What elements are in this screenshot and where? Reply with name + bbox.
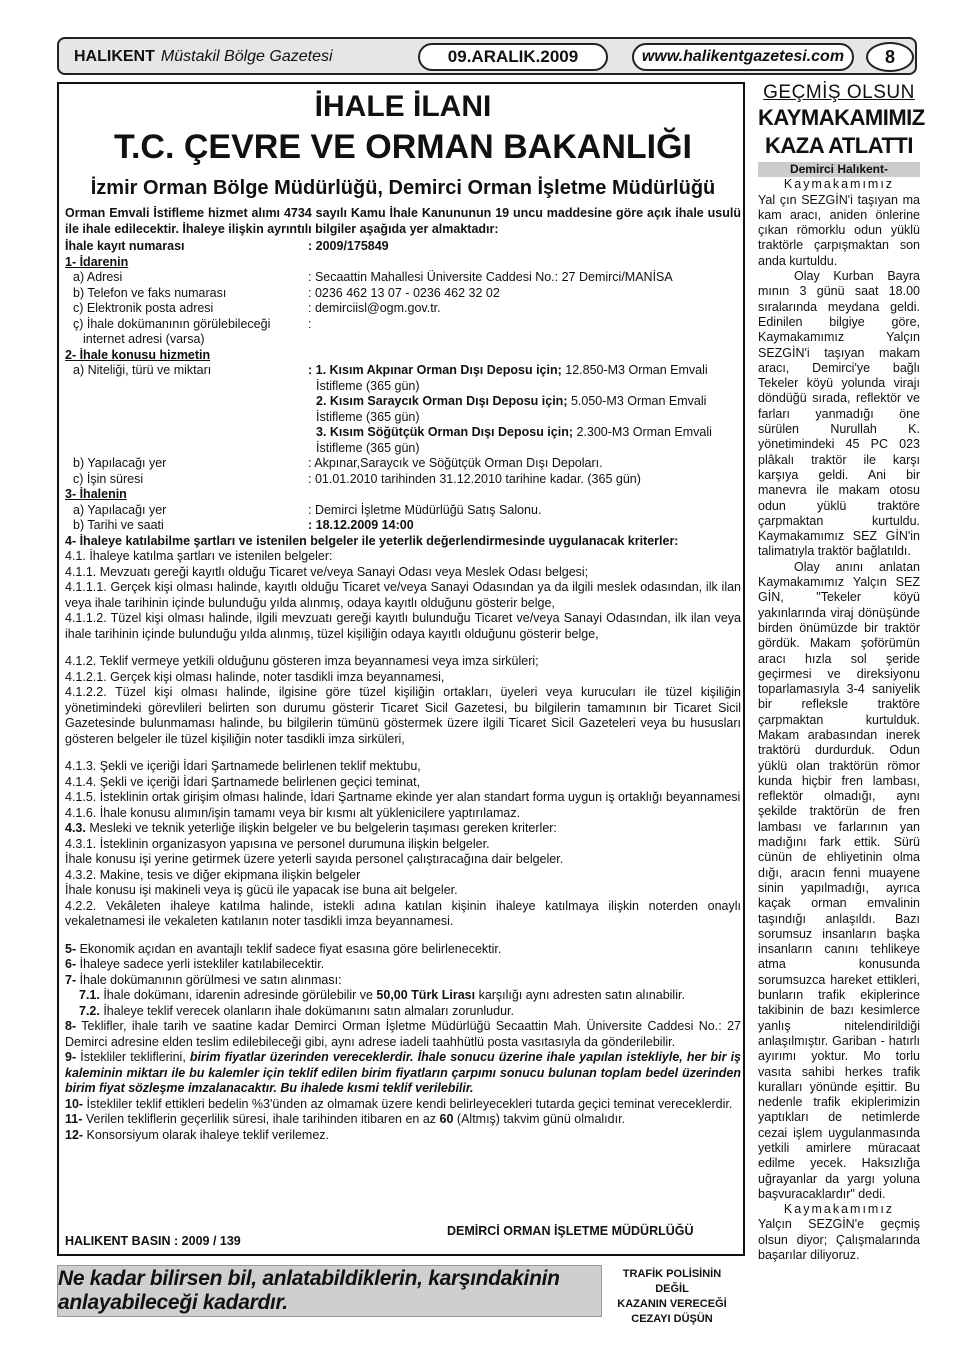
para-4-3-1: 4.3.1. İsteklinin organizasyon yapısına ve personel durumuna ilişkin belgeler. bbox=[65, 836, 490, 851]
article-p3: Olay anını anlatan Kaymakamımız Yalçın SEZ GİN, "Tekeler köyü yakınlarında viraj dönüşünde birden önümüzde bir traktör gördük. Makam şoförümün aracı hızla sol şeride geçirmesi ve direksiyonu toparlamasıyla 3-4 saniyelik bir refleksle traktöre çarpmaktan kurtulduk. Makam arabasından inerek traktörü durdurduk. Odun yüklü olan traktörün römor kunda hiçbir fren lambası, reflektör olmadığı, aynı şekilde traktörün de fren lambası ve farlarının yan madığını fark ettik. Sürü cünün de ehliyetinin olma dığı, aracın fenni muayene sinin yapılmadığı, ayrıca kaçak orman emvalinin taşındığı anlaşıldı. Bazı sorumsuz insanların başka insanların canını tehlikeye atma konusunda sorumsuzca hareket ettikleri, bunların trafik ekiplerince takibinin de bazı kesimlerce yanlış nitelendirildiği anlaşılmıştır. Gariban - hatırlı ayırımı yoktur. Mo torlu vasıta sahibi herkes trafik kuralları yönünde eşittir. Bu nedenle trafik ekiplerimizin yaptıkları de netimlerde cezai işlem uygulanmasında yetkili amirlere müracaat edilme yecek. Haksızlığa uğrayanlar da yargı yoluna başvuracaklardır" dedi. bbox=[758, 559, 920, 1201]
ad-intro: Orman Emvali İstifleme hizmet alımı 4734 sayılı Kamu İhale Kanununun 19 uncu maddesine göre açık ihale usulü ile ihale edilecektir. İhaleye ilişkin ayrıntılı bilgiler aşağıda yer almaktadır: bbox=[65, 206, 741, 236]
para-4-1-5: 4.1.5. İsteklinin ortak girişim olması halinde, İdari Şartname ekinde yer alan standart forma uygun iş ortaklığı beyannamesi bbox=[65, 790, 741, 804]
article-headline-1: KAYMAKAMIMIZ bbox=[758, 105, 925, 130]
article-p4-lead: Kaymakamımız bbox=[783, 1202, 895, 1217]
phone-row: b) Telefon ve faks numarası : 0236 462 13 07 - 0236 462 32 02 bbox=[73, 285, 500, 300]
tender-ad bbox=[57, 82, 745, 1256]
web-row-cont: internet adresi (varsa) bbox=[83, 332, 205, 346]
ad-title: İHALE İLANI bbox=[314, 90, 492, 123]
page-number: 8 bbox=[866, 42, 914, 72]
website-url[interactable]: www.halikentgazetesi.com bbox=[632, 43, 854, 71]
paper-subtitle: Müstakil Bölge Gazetesi bbox=[160, 48, 333, 65]
para-4-1-6: 4.1.6. İhale konusu alımın/işin tamamı veya bir kısmı alt yüklenicilere yaptırılamaz. bbox=[65, 805, 521, 820]
para-9: 9- İstekliler tekliflerini, birim fiyatlar üzerinden vereceklerdir. İhale sonucu üzerine ihale yapılan istekliyle, her bir iş kaleminin miktarı ile bu kalemler için teklif edilen birim fiyatların çarpımı sonucu bulunan toplam bedel üzerinden birim fiyat sözleşme imzalanacaktır. Bu ihalede kısmi teklif verilebilir. bbox=[65, 1050, 741, 1095]
para-12: 12- Konsorsiyum olarak ihaleye teklif verilemez. bbox=[65, 1127, 330, 1142]
para-4: 4- İhaleye katılabilme şartları ve istenilen belgeler ile yeterlik değerlendirmesinde uygulanacak kriterler: bbox=[65, 533, 679, 548]
para-4-1-1-1: 4.1.1.1. Gerçek kişi olması halinde, kayıtlı olduğu Ticaret ve/veya Sanayi Odasından ya da ilgili meslek odasından, ilk ilan veya ihale tarihinin içinde bulunduğu yılda alınmış, odaya kayıtlı olduğunu gösterir belge, bbox=[65, 580, 741, 610]
para-4-1-4: 4.1.4. Şekli ve içeriği İdari Şartnamede belirlenen geçici teminat, bbox=[65, 774, 421, 789]
para-10: 10- İstekliler teklif ettikleri bedelin %3'ünden az olmamak üzere kendi belirleyecekleri tutarda geçici teminat vereceklerdir. bbox=[65, 1096, 733, 1111]
article-byline: Demirci Halıkent- bbox=[758, 162, 920, 177]
para-8: 8- Teklifler, ihale tarih ve saatine kadar Demirci Orman İşletme Müdürlüğü Secaattin Mah. Üniversite Caddesi No.: 27 Demirci adresine elden teslim edilebileceği gibi, aynı adrese iadeli taahhütlü posta vasıtasıyla da gönderilebilir. bbox=[65, 1019, 741, 1049]
email-row: c) Elektronik posta adresi : demirciisl@ogm.gov.tr. bbox=[73, 301, 441, 315]
duration-row: c) İşin süresi : 01.01.2010 tarihinden 31.12.2010 tarihine kadar. (365 gün) bbox=[73, 471, 641, 486]
article-headline-2: KAZA ATLATTI bbox=[765, 133, 913, 158]
para-4-1-2-2: 4.1.2.2. Tüzel kişi olması halinde, ilgisine göre tüzel kişiliğin ortakları, üyeleri veya kurucuları ile tüzel kişiliğin yönetimindeki görevlileri belirten son durumu gösterir Ticaret Sicil Gazetesi, bu bilgilerin tamamının bir Ticaret Sicil Gazetesinde bulunmaması halinde, bu bilgilerin tümünü göstermek üzere ilgili Ticaret Sicil Gazeteleri veya bu hususları gösteren belgeler ile tüzel kişiliğin noter tasdikli imza sirküleri, bbox=[65, 685, 741, 746]
slogan-banner: Ne kadar bilirsen bil, anlatabildiklerin, karşındakinin anlayabileceği kadardır. bbox=[57, 1265, 602, 1317]
datetime-row: b) Tarihi ve saati : 18.12.2009 14:00 bbox=[73, 518, 414, 532]
article-kicker: GEÇMİŞ OLSUN bbox=[763, 82, 915, 103]
para-4-3-2b: İhale konusu işi makineli veya iş gücü ile yapacak ise buna ait belgeler. bbox=[65, 883, 458, 897]
para-11: 11- Verilen tekliflerin geçerlilik süresi, ihale tarihinden itibaren en az 60 (Altmış) takvim günü olmalıdır. bbox=[65, 1112, 626, 1126]
para-4-1-3: 4.1.3. Şekli ve içeriği İdari Şartnamede belirlenen teklif mektubu, bbox=[65, 759, 421, 773]
article-p2: Olay Kurban Bayra mının 3 günü saat 18.00 sıralarında meydana geldi. Edinilen bilgiye göre, Kaymakamımız Yalçın SEZGİN'i taşıyan makam aracı, Demirci'ye bağlı Tekeler köyü yolunda virajı döndüğü sırada, reflektör ve farları yanmadığı öne sürülen Nurullah K. yönetimindeki 45 PC 023 plâkalı traktör ile karşı karşıya geldi. Ani bir manevra ile makam otosu odun yüklü traktöre çarpmaktan kurtuldu. Kaymakamımız SEZ GİN'in talimatıyla traktör bağlatıldı. bbox=[758, 269, 920, 559]
para-4-1-1: 4.1.1. Mevzuatı gereği kayıtlı olduğu Ticaret ve/veya Sanayi Odası veya Meslek Odası belgesi; bbox=[65, 564, 589, 579]
para-4-2-2: 4.2.2. Vekâleten ihaleye katılma halinde, istekli adına katılan kişinin ihaleye katılmaya ilişkin noterden onaylı vekaletnamesi ile vekaleten katılanın noter tasdikli imza beyannamesi. bbox=[65, 898, 741, 928]
section-1: 1- İdarenin bbox=[65, 254, 129, 269]
address-row: a) Adresi : Secaattin Mahallesi Üniversite Caddesi No.: 27 Demirci/MANİSA bbox=[73, 270, 673, 284]
location-row: b) Yapılacağı yer : Akpınar,Saraycık ve Söğütçük Orman Dışı Depoları. bbox=[73, 456, 603, 470]
ad-directorate: İzmir Orman Bölge Müdürlüğü, Demirci Orman İşletme Müdürlüğü bbox=[90, 177, 716, 199]
para-6: 6- İhaleye sadece yerli istekliler katılabilecektir. bbox=[65, 957, 325, 971]
para-4-3-1b: İhale konusu işi yerine getirmek üzere yeterli sayıda personel çalıştıracağına dair belgeler. bbox=[65, 852, 564, 866]
ad-ministry: T.C. ÇEVRE VE ORMAN BAKANLIĞI bbox=[113, 128, 693, 166]
article-byline-2: Kaymakamımız bbox=[783, 177, 895, 192]
para-4-1-2: 4.1.2. Teklif vermeye yetkili olduğunu gösteren imza beyannamesi veya imza sirküleri; bbox=[65, 654, 539, 668]
venue-row: a) Yapılacağı yer : Demirci İşletme Müdürlüğü Satış Salonu. bbox=[73, 502, 542, 517]
ad-signature: DEMİRCİ ORMAN İŞLETME MÜDÜRLÜĞÜ bbox=[447, 1224, 694, 1238]
para-4-3: 4.3. Mesleki ve teknik yeterliğe ilişkin belgeler ve bu belgelerin taşıması gereken kriterler: bbox=[65, 821, 557, 835]
web-row: ç) İhale dokümanının görülebileceği : bbox=[73, 316, 312, 331]
section-2: 2- İhale konusu hizmetin bbox=[65, 347, 211, 362]
para-7-2: 7.2. İhaleye teklif verecek olanların ihale dokümanını satın almaları zorunludur. bbox=[79, 1003, 514, 1018]
para-4-3-2: 4.3.2. Makine, tesis ve diğer ekipmana ilişkin belgeler bbox=[65, 867, 361, 882]
section-3: 3- İhalenin bbox=[65, 487, 127, 501]
para-4-1: 4.1. İhaleye katılma şartları ve istenilen belgeler: bbox=[65, 549, 333, 563]
para-4-1-1-2: 4.1.1.2. Tüzel kişi olması halinde, ilgili mevzuatı gereği kayıtlı bulunduğu Ticaret ve/veya Sanayi Odasından, ilk ilan veya ihale tarihinin içinde bulunduğu yılda alınmış, tüzel kişiliğin odaya kayıtlı olduğunu gösterir belge, bbox=[65, 611, 741, 641]
paper-title: HALIKENT bbox=[74, 48, 155, 65]
nature-row: a) Niteliği, türü ve miktarı : 1. Kısım Akpınar Orman Dışı Deposu için; 12.850-M3 Orman Emvali İstifleme (365 gün) 2. Kısım Saraycık Orman Dışı Deposu için; 5.050-M3 Orman Emvali İstifleme (365 gün) 3. Kısım Söğütçük Orman Dışı Deposu için; 2.300-M3 Orman Emvali İstifleme (365 gün) bbox=[73, 363, 712, 455]
para-7: 7- İhale dokümanının görülmesi ve satın alınması: bbox=[65, 972, 342, 987]
article-p4: Yalçın SEZGİN'e geçmiş olsun diyor; Çalışmalarında başarılar diliyoruz. bbox=[758, 1217, 920, 1263]
para-5: 5- Ekonomik açıdan en avantajlı teklif sadece fiyat esasına göre belirlenecektir. bbox=[65, 941, 502, 956]
para-7-1: 7.1. İhale dokümanı, idarenin adresinde görülebilir ve 50,00 Türk Lirası karşılığı aynı adresten satın alınabilir. bbox=[79, 988, 685, 1002]
issue-date: 09.ARALIK.2009 bbox=[418, 43, 608, 71]
kayit-row: İhale kayıt numarası : 2009/175849 bbox=[65, 239, 389, 253]
article-p1: Yal çın SEZGİN'i taşıyan ma kam aracı, aniden önlerine çıkan römorklu odun yüklü traktörle çarpışmaktan son anda kurtuldu. bbox=[758, 192, 920, 268]
news-column bbox=[758, 82, 925, 1263]
ad-press-ref: HALIKENT BASIN : 2009 / 139 bbox=[65, 1234, 241, 1248]
paper-name bbox=[66, 43, 410, 71]
para-4-1-2-1: 4.1.2.1. Gerçek kişi olması halinde, noter tasdikli imza beyannamesi, bbox=[65, 669, 445, 684]
traffic-notice: TRAFİK POLİSİNİN DEĞİL KAZANIN VERECEĞİ CEZAYI DÜŞÜN bbox=[617, 1268, 727, 1325]
